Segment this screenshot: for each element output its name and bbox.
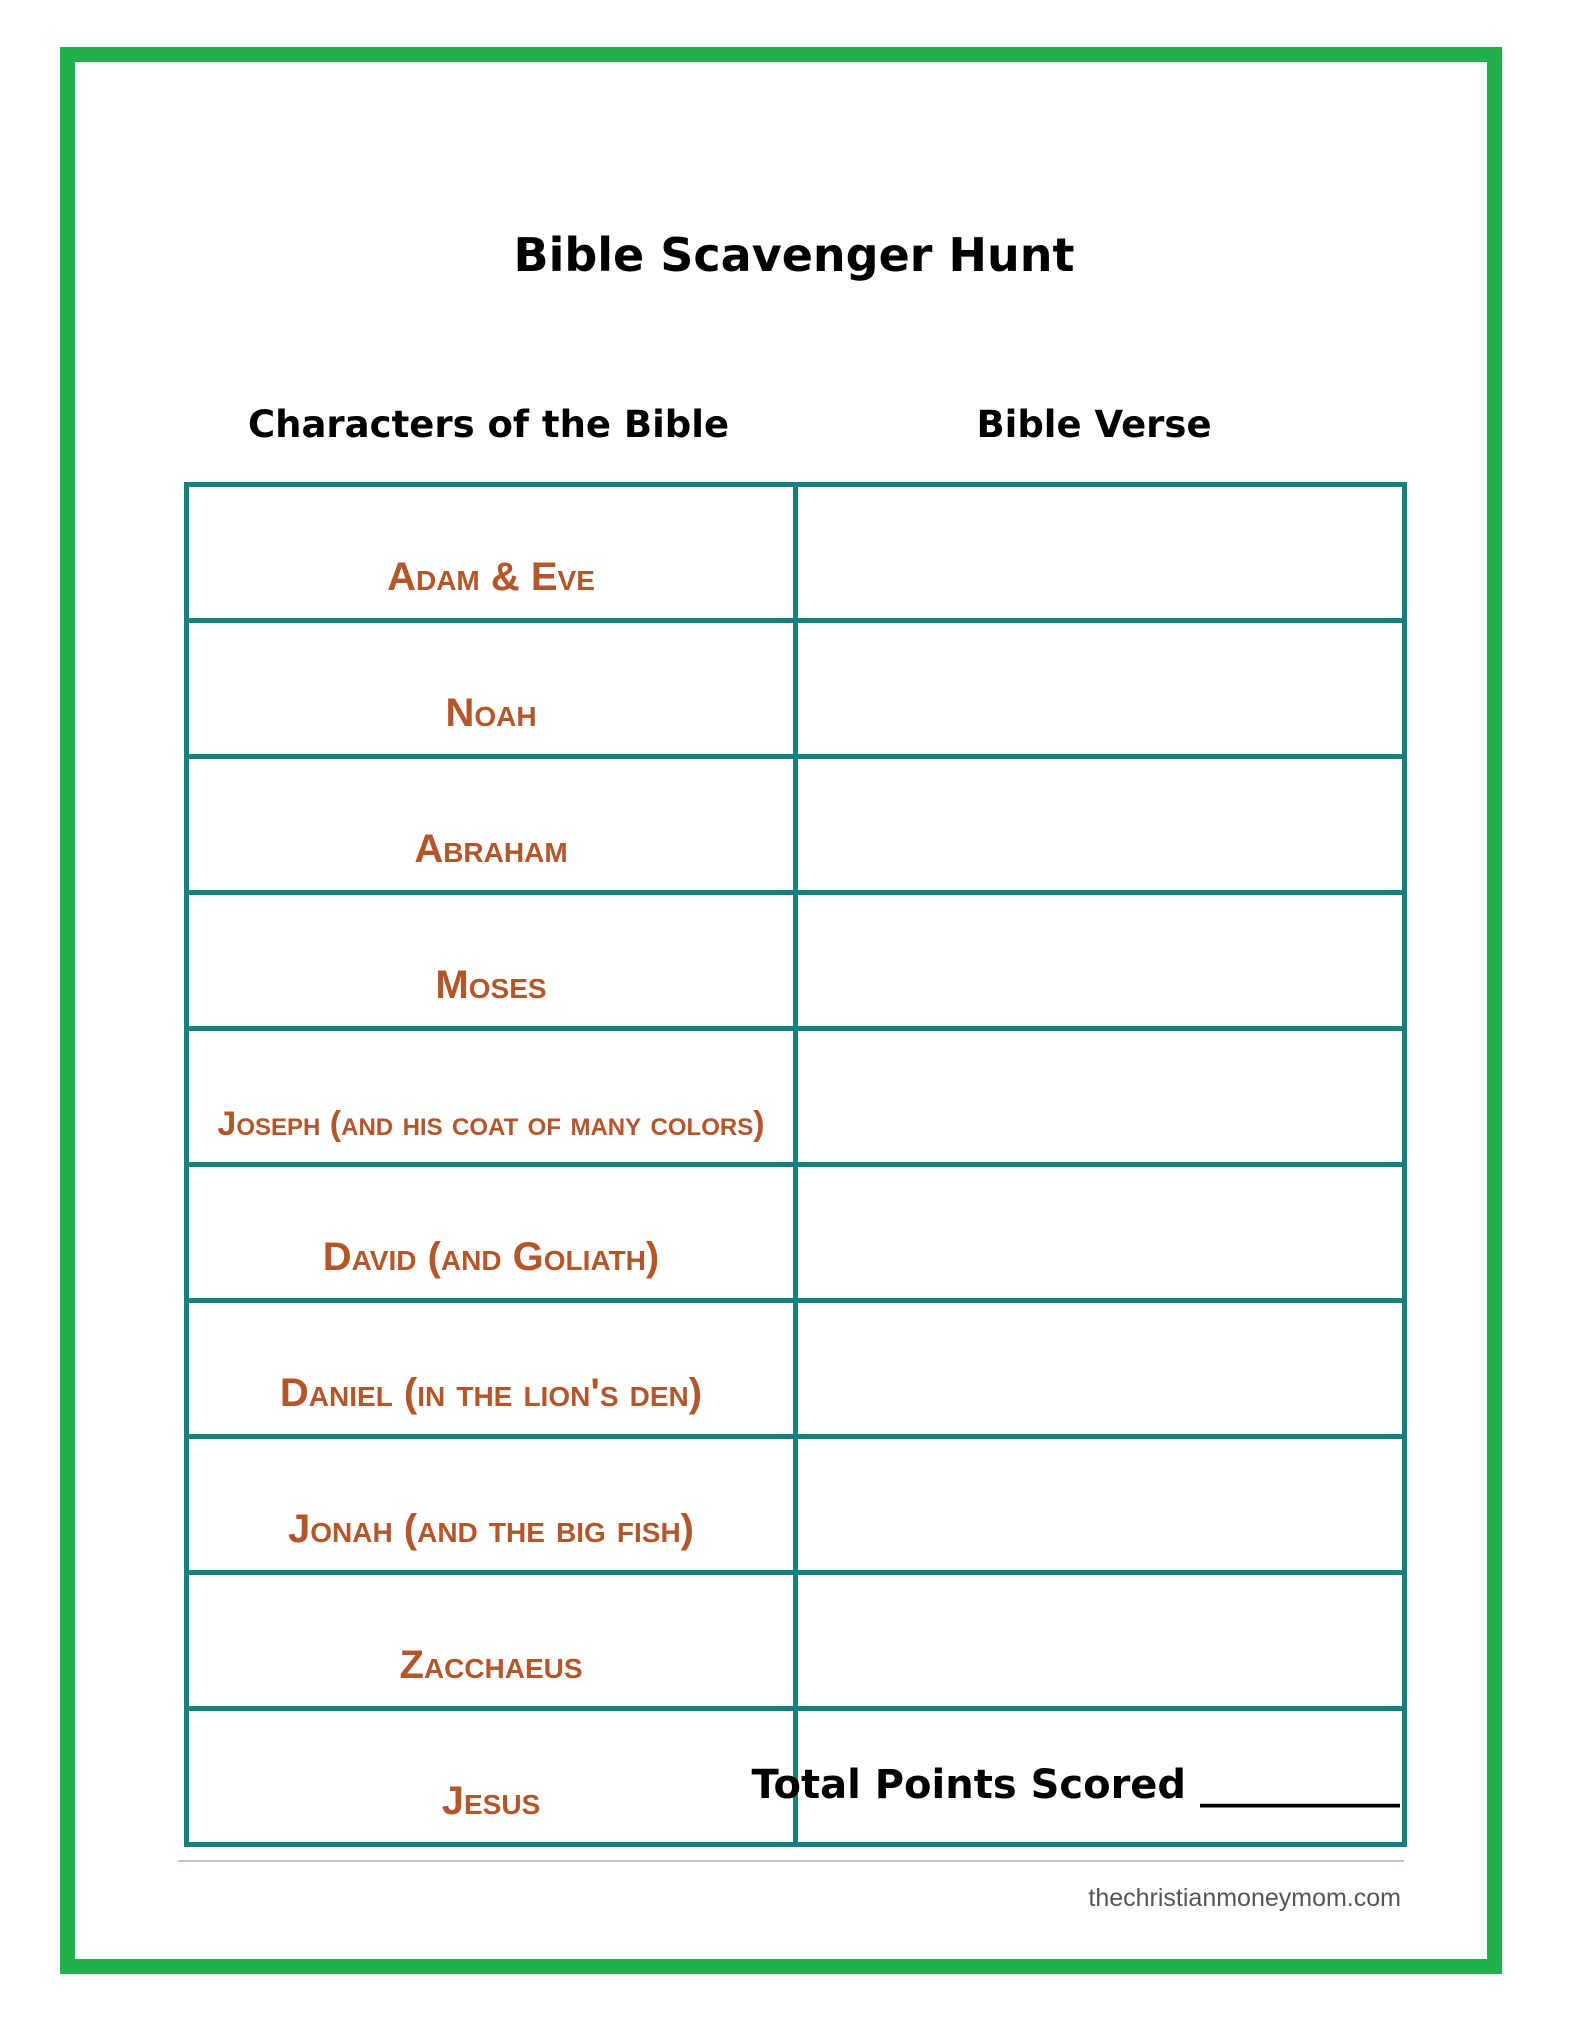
table-row xyxy=(187,757,1405,893)
character-cell: David (and Goliath) xyxy=(187,1165,796,1301)
bible-verse-cell[interactable] xyxy=(796,1029,1405,1165)
column-header-bible-verse: Bible Verse xyxy=(976,403,1212,446)
character-cell: Zacchaeus xyxy=(187,1573,796,1709)
total-points-label: Total Points Scored xyxy=(751,1762,1187,1808)
bible-verse-cell[interactable] xyxy=(796,1165,1405,1301)
character-cell: Abraham xyxy=(187,757,796,893)
bible-verse-cell[interactable] xyxy=(796,621,1405,757)
character-cell: Adam & Eve xyxy=(187,485,796,621)
table-row xyxy=(187,1437,1405,1573)
bible-verse-cell[interactable] xyxy=(796,1573,1405,1709)
bible-verse-cell[interactable] xyxy=(796,485,1405,621)
table-row xyxy=(187,893,1405,1029)
character-cell: Noah xyxy=(187,621,796,757)
table-row xyxy=(187,621,1405,757)
table-row xyxy=(187,1573,1405,1709)
table-row xyxy=(187,1301,1405,1437)
page-title: Bible Scavenger Hunt xyxy=(513,228,1075,282)
total-points-blank[interactable]: __________ xyxy=(1200,1762,1400,1808)
footer-divider xyxy=(178,1860,1404,1862)
table-row xyxy=(187,485,1405,621)
character-cell: Daniel (in the lion's den) xyxy=(187,1301,796,1437)
bible-verse-cell[interactable] xyxy=(796,893,1405,1029)
total-points-scored xyxy=(0,1762,1400,1808)
character-cell: Joseph (and his coat of many colors) xyxy=(187,1029,796,1165)
bible-verse-cell[interactable] xyxy=(796,757,1405,893)
bible-verse-cell[interactable] xyxy=(796,1437,1405,1573)
column-header-characters: Characters of the Bible xyxy=(247,403,730,446)
bible-verse-cell[interactable] xyxy=(796,1301,1405,1437)
scavenger-hunt-table xyxy=(184,482,1407,1847)
character-cell: Jonah (and the big fish) xyxy=(187,1437,796,1573)
character-cell: Moses xyxy=(187,893,796,1029)
character-cell: Jesus xyxy=(187,1709,796,1845)
table-row xyxy=(187,1029,1405,1165)
table-row xyxy=(187,1165,1405,1301)
footer-website: thechristianmoneymom.com xyxy=(1088,1884,1401,1912)
